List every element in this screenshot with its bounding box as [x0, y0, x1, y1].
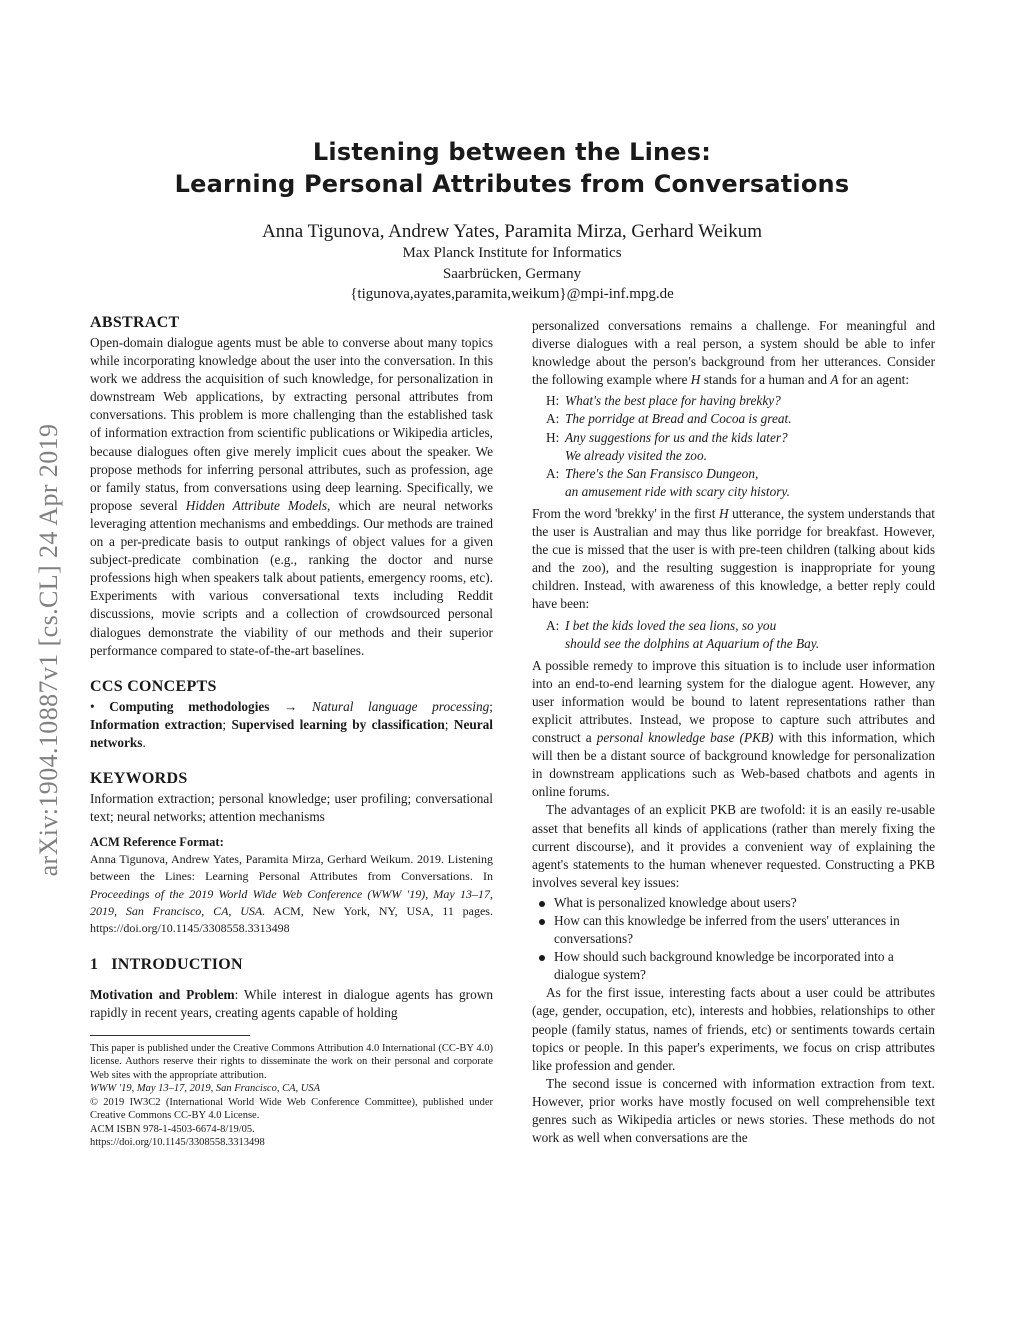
footnote-license: This paper is published under the Creative Commons Attribution 4.0 International (CC-BY 4.0) license. Authors reserve their rights to disseminate the work on their personal and corporate Web sites with the appropriate attribution. — [90, 1042, 493, 1081]
intro-right-paragraph-3: A possible remedy to improve this situation is to include user information into an end-to-end learning system for the dialogue agent. However, any user information would be bound to latent representations rather than explicit attributes. Instead, we propose to capture such attributes and construct a personal knowledge base (PKB) with this information, which will then be a distant source of background knowledge for personalization in downstream applications such as Web-based chatbots and agents in online forums. — [532, 657, 936, 800]
keywords-heading: KEYWORDS — [90, 769, 188, 787]
dialogue-line: A: There's the San Fransisco Dungeon, — [546, 465, 759, 481]
institution: Max Planck Institute for Informatics — [402, 245, 622, 261]
list-item: How should such background knowledge be incorporated into a dialogue system? — [532, 948, 935, 984]
intro-right-paragraph-6: The second issue is concerned with information extraction from text. However, prior works have mostly focused on well comprehensible text genres such as Wikipedia articles or news stories. These methods do not work as well when conversations are the — [532, 1075, 935, 1146]
dialogue-example-2 — [532, 617, 935, 653]
footnote-divider — [90, 1035, 250, 1036]
dialogue-line: A: I bet the kids loved the sea lions, so you — [546, 617, 777, 633]
list-item: What is personalized knowledge about users? — [532, 894, 935, 912]
footnote — [90, 1042, 493, 1150]
footnote-doi[interactable]: https://doi.org/10.1145/3308558.3313498 — [90, 1137, 265, 1149]
title-line-1: Listening between the Lines: — [312, 138, 712, 166]
right-column — [532, 317, 935, 1147]
keywords-text: Information extraction; personal knowledge; user profiling; conversational text; neural networks; attention mechanisms — [90, 790, 493, 825]
arxiv-id: arXiv:1904.10887v1 [cs.CL] 24 Apr 2019 — [34, 423, 63, 877]
abstract-heading: ABSTRACT — [90, 314, 180, 331]
acm-ref-heading: ACM Reference Format: — [90, 835, 224, 850]
intro-right-paragraph-4: The advantages of an explicit PKB are twofold: it is an easily re-usable asset that benefits all kinds of applications (rather than merely fixing the current discourse), and it provides a convenient way of explaining the agent's statements to the human whenever requested. Constructing a PKB involves several key issues: — [532, 802, 935, 890]
intro-heading: 1 INTRODUCTION — [90, 955, 243, 973]
footnote-copyright: © 2019 IW3C2 (International World Wide Web Conference Committee), published under Creative Commons CC-BY 4.0 License. — [90, 1096, 493, 1122]
author-emails: {tigunova,ayates,paramita,weikum}@mpi-inf.mpg.de — [350, 286, 674, 302]
affiliation — [0, 243, 1024, 305]
intro-right-paragraph-1: personalized conversations remains a challenge. For meaningful and diverse dialogues with a real person, a system should be able to infer knowledge about the person's background from her utterances. Consider the following example where H stands for a human and A for an agent: — [532, 318, 935, 388]
ccs-heading: CCS CONCEPTS — [90, 677, 217, 695]
acm-ref-text: Anna Tigunova, Andrew Yates, Paramita Mirza, Gerhard Weikum. 2019. Listening between the Lines: Learning Personal Attributes from Conversations. In Proceedings of the 2019 World Wide Web Conference (WWW '19), May 13–17, 2019, San Francisco, CA, USA. ACM, New York, NY, USA, 11 pages. https://doi.org/10.1145/3308558.3313498 — [90, 852, 493, 936]
paper-title — [0, 136, 1024, 200]
dialogue-line: should see the dolphins at Aquarium of the Bay. — [565, 635, 820, 651]
title-line-2: Learning Personal Attributes from Conversations — [174, 170, 850, 198]
author-list: Anna Tigunova, Andrew Yates, Paramita Mirza, Gerhard Weikum — [262, 221, 762, 242]
abstract-text: Open-domain dialogue agents must be able to converse about many topics while incorporating knowledge about the user into the conversation. In this work we address the acquisition of such knowledge, for personalization in downstream Web applications, by extracting personal attributes from conversations. This problem is more challenging than the established task of information extraction from scientific publications or Wikipedia articles, because dialogues often give merely implicit cues about the speaker. We propose methods for inferring personal attributes, such as profession, age or family status, from conversations using deep learning. Specifically, we propose several Hidden Attribute Models, which are neural networks leveraging attention mechanisms and embeddings. Our methods are trained on a per-predicate basis to output rankings of object values for a given subject-predicate combination (e.g., ranking the doctor and nurse professions high when speakers talk about patients, emergency rooms, etc). Experiments with various conversational texts including Reddit discussions, movie scripts and a collection of crowdsourced personal dialogues demonstrate the viability of our methods and their superior performance compared to state-of-the-art baselines. — [90, 335, 493, 658]
dialogue-line: an amusement ride with scary city history. — [565, 483, 790, 499]
footnote-isbn: ACM ISBN 978-1-4503-6674-8/19/05. — [90, 1123, 255, 1135]
intro-paragraph-1: Motivation and Problem: While interest in dialogue agents has grown rapidly in recent years, creating agents capable of holding — [90, 986, 493, 1020]
intro-right-paragraph-2: From the word 'brekky' in the first H utterance, the system understands that the user is Australian and may thus like porridge for breakfast. However, the cue is missed that the user is with pre-teen children (talking about kids and the zoo), and the resulting suggestion is inappropriate for young children. Instead, with awareness of this knowledge, a better reply could have been: — [532, 505, 935, 612]
dialogue-line: We already visited the zoo. — [565, 447, 707, 463]
footnote-conference: WWW '19, May 13–17, 2019, San Francisco, CA, USA — [90, 1083, 321, 1095]
intro-right-paragraph-5: As for the first issue, interesting facts about a user could be attributes (age, gender, occupation, etc), interests and hobbies, relationships to other people (family status, names of friends, etc) or sentiments towards certain topics or people. In this paper's experiments, we focus on crisp attributes like profession and gender. — [532, 985, 935, 1073]
dialogue-example-1 — [532, 392, 935, 501]
location: Saarbrücken, Germany — [442, 265, 582, 282]
left-column — [90, 312, 493, 1150]
dialogue-line: A: The porridge at Bread and Cocoa is great. — [546, 411, 792, 427]
dialogue-line: H: What's the best place for having brekky? — [546, 393, 781, 409]
list-item: How can this knowledge be inferred from the users' utterances in conversations? — [532, 912, 935, 948]
dialogue-line: H: Any suggestions for us and the kids later? — [546, 429, 788, 445]
arxiv-sidebar — [33, 350, 65, 950]
ccs-concepts: • Computing methodologies → Natural language processing; Information extraction; Supervised learning by classification; Neural networks. — [90, 698, 493, 750]
key-issues-list — [532, 894, 935, 984]
